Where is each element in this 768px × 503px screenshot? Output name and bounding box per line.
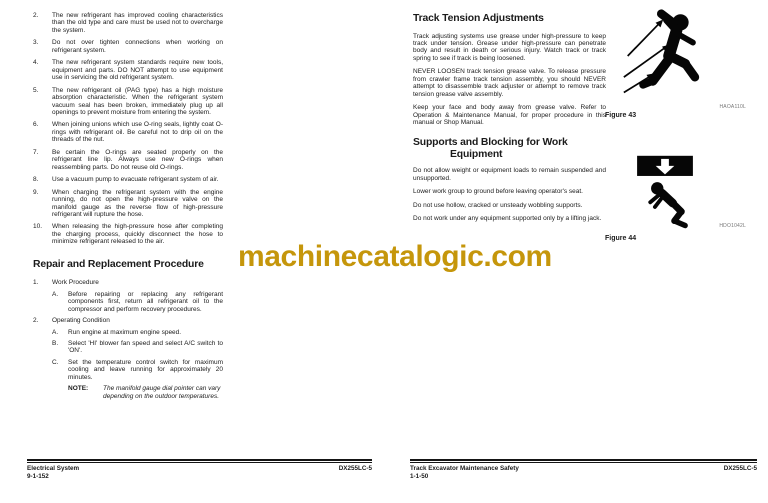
list-item-text: The new refrigerant system standards require new tools, equipment and parts. DO NOT attempt to use equipment use in servicing the old refrigerant system. — [52, 59, 223, 82]
substep-letter: A. — [52, 290, 59, 298]
footer-section-info — [410, 465, 519, 481]
procedure-number: 2. — [33, 317, 39, 325]
grease-injection-hazard-icon — [620, 7, 716, 105]
procedure-substep — [52, 329, 223, 336]
figure-43 — [598, 5, 764, 119]
substep-text: Set the temperature control switch for maximum cooling and leave running for approximately 20 minutes. — [68, 358, 223, 381]
list-item-number: 9. — [33, 188, 39, 196]
list-item-number: 6. — [33, 121, 39, 129]
footer-section-title: Track Excavator Maintenance Safety — [410, 465, 519, 472]
footer-model-code: DX255LC-5 — [723, 465, 757, 472]
substep-letter: A. — [52, 328, 59, 336]
substep-text: Before repairing or replacing any refrigerant components first, return all refrigerant oil to the compressor and perform recovery procedures. — [68, 290, 223, 313]
section-heading-supports-blocking — [413, 137, 606, 160]
paragraph: Do not work under any equipment supported only by a lifting jack. — [413, 215, 602, 223]
watermark-text: machinecatalogic.com — [238, 240, 552, 273]
note-block — [68, 385, 223, 400]
procedure-substep — [52, 359, 223, 381]
paragraph: Lower work group to ground before leaving operator's seat. — [413, 188, 583, 196]
right-page-footer — [410, 459, 757, 481]
figure-label: Figure 44 — [605, 235, 637, 242]
paragraph: NEVER LOOSEN track tension grease valve. To release pressure from crawler frame track tension assembly, you should NEVER attempt to disassemble track adjuster or attempt to remove track tension grease valve assembly. — [413, 68, 606, 98]
section-heading-repair-replacement: Repair and Replacement Procedure — [33, 258, 204, 270]
list-item-text: Do not over tighten connections when working on refrigerant system. — [52, 39, 223, 54]
list-item-text: When joining unions which use O-ring seals, lightly coat O-rings with refrigerant oil. Be careful not to drip oil on the threads of the nut. — [52, 121, 223, 144]
procedure-title: Work Procedure — [52, 279, 99, 287]
left-page-footer — [27, 459, 372, 481]
list-item — [33, 223, 223, 245]
note-label: NOTE: — [68, 385, 89, 393]
substep-letter: C. — [52, 358, 59, 366]
figure-44 — [598, 150, 764, 242]
left-page-column — [33, 12, 223, 400]
footer-model-code: DX255LC-5 — [338, 465, 372, 472]
note-text: The manifold gauge dial pointer can vary depending on the outdoor temperatures. — [103, 385, 221, 400]
list-item — [33, 176, 223, 183]
substep-text: Run engine at maximum engine speed. — [68, 328, 182, 336]
paragraph: Do not allow weight or equipment loads to remain suspended and unsupported. — [413, 167, 606, 182]
substep-text: Select 'HI' blower fan speed and select A/C switch to 'ON'. — [68, 340, 223, 355]
list-item-number: 5. — [33, 86, 39, 94]
procedure-substep — [52, 291, 223, 313]
list-item-text: When charging the refrigerant system with the engine running, do not open the high-pressure valve on the manifold gauge as the reverse flow of high-pressure refrigerant will rupture the hose. — [52, 188, 223, 218]
list-item-text: The new refrigerant oil (PAG type) has a high moisture absorption characteristic. When the refrigerant system vacuum seal has been broken, immediately plug up all openings to prevent moisture from entering the system. — [52, 86, 223, 116]
procedure-item — [33, 317, 223, 324]
list-item — [33, 39, 223, 54]
list-item-text: Use a vacuum pump to evacuate refrigerant system of air. — [52, 176, 219, 184]
list-item-number: 7. — [33, 148, 39, 156]
falling-load-crush-hazard-icon — [634, 154, 696, 232]
list-item — [33, 12, 223, 34]
footer-rule-thick — [410, 459, 757, 461]
list-item — [33, 189, 223, 219]
list-item — [33, 59, 223, 81]
footer-section-title: Electrical System — [27, 465, 80, 472]
list-item — [33, 121, 223, 143]
footer-rule-thick — [27, 459, 372, 461]
paragraph: Do not use hollow, cracked or unsteady wobbling supports. — [413, 201, 583, 209]
figure-code: HAOA110L — [719, 104, 746, 110]
footer-page-number: 1-1-50 — [410, 473, 429, 480]
list-item-number: 3. — [33, 39, 39, 47]
procedure-substep — [52, 340, 223, 355]
figure-label: Figure 43 — [605, 112, 637, 119]
paragraph: Keep your face and body away from grease valve. Refer to Operation & Maintenance Manual, for proper procedure in this manual or Shop Manual. — [413, 104, 606, 127]
procedure-item — [33, 279, 223, 286]
list-item-number: 8. — [33, 176, 39, 184]
list-item-text: When releasing the high-pressure hose after completing the charging process, quickly disconnect the hose to minimize refrigerant released to the air. — [52, 223, 223, 246]
list-item-text: The new refrigerant has improved cooling characteristics than the old type and care must be used not to overcharge the system. — [52, 12, 223, 34]
heading-line2: Equipment — [450, 148, 503, 160]
procedure-title: Operating Condition — [52, 317, 110, 325]
footer-page-number: 9-1-152 — [27, 473, 49, 480]
list-item-number: 10. — [33, 223, 43, 231]
list-item-text: Be certain the O-rings are seated properly on the refrigerant line lip. Always use new O-rings when reassembling parts. Do not reuse old O-rings. — [52, 148, 223, 171]
list-item-number: 4. — [33, 59, 39, 67]
list-item-number: 2. — [33, 12, 39, 19]
list-item — [33, 87, 223, 117]
footer-rule-thin — [410, 462, 757, 463]
list-item — [33, 149, 223, 171]
procedure-number: 1. — [33, 279, 39, 287]
substep-letter: B. — [52, 340, 59, 347]
footer-rule-thin — [27, 462, 372, 463]
section-heading-track-tension: Track Tension Adjustments — [413, 13, 544, 24]
footer-section-info — [27, 465, 79, 481]
right-page-column — [413, 13, 606, 229]
heading-line1: Supports and Blocking for Work — [413, 137, 568, 149]
figure-code: HDO1042L — [719, 223, 746, 229]
paragraph: Track adjusting systems use grease under high-pressure to keep track under tension. Grease under high-pressure can penetrate body and result in death or serious injury. Watch track or track spring to see if track is being loosened. — [413, 32, 606, 62]
